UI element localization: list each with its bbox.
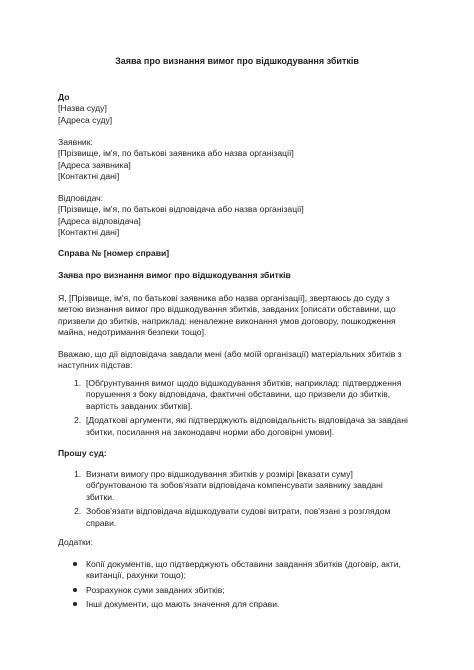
respondent-heading: Відповідач: — [58, 193, 104, 203]
request-item — [58, 506, 418, 529]
request-item-number: 2. — [74, 506, 82, 517]
document-title: Заява про визнання вимог про відшкодування збитків — [115, 56, 359, 66]
request-item-line: справи. — [86, 517, 117, 528]
recipient-heading: До — [58, 92, 70, 102]
bullet-icon — [73, 588, 77, 592]
request-item-line: обґрунтованою та зобов'язати відповідача компенсувати заявнику завдані — [86, 480, 383, 491]
grounds-intro-line: наступних підстав: — [58, 360, 133, 371]
applicant-heading: Заявник: — [58, 137, 93, 147]
grounds-list — [58, 378, 418, 441]
request-item-line: Визнати вимогу про відшкодування збитків у розмірі [вказати суму] — [86, 469, 353, 479]
bullet-icon — [73, 602, 77, 606]
grounds-item-line: [Обґрунтування вимог щодо відшкодування збитків, наприклад: підтвердження — [86, 378, 402, 388]
attachment-item — [58, 559, 418, 582]
respondent-address: [Адреса відповідача] — [58, 215, 141, 226]
request-item-line: збитки. — [86, 491, 115, 502]
grounds-item — [58, 378, 418, 412]
attachments-heading: Додатки: — [58, 537, 93, 547]
grounds-item-line: збитки, посилання на законодавчі норми або договірні умови]. — [86, 426, 335, 437]
grounds-item-line: вартість завданих збитків]. — [86, 400, 193, 411]
intro-paragraph — [58, 293, 416, 339]
attachment-item-line: Копії документів, що підтверджують обставини завдання збитків (договір, акти, — [86, 559, 401, 569]
requests-list — [58, 469, 418, 532]
request-heading: Прошу суд: — [58, 448, 107, 458]
grounds-item-number: 2. — [74, 415, 82, 426]
attachment-item-line: Інші документи, що мають значення для справи. — [86, 599, 280, 610]
bullet-icon — [73, 562, 77, 566]
court-address: [Адреса суду] — [58, 114, 113, 125]
applicant-contacts: [Контактні дані] — [58, 171, 120, 182]
intro-line: призвели до збитків, наприклад: неналежне виконання умов договору, пошкодження — [58, 315, 396, 326]
request-item — [58, 469, 418, 503]
intro-line: Я, [Прізвище, ім'я, по батькові заявника або назва організації], звертаюсь до суду з — [58, 293, 390, 303]
document-subtitle: Заява про визнання вимог про відшкодування збитків — [58, 270, 291, 280]
grounds-item-line: [Додаткові аргументи, які підтверджують відповідальність відповідача за завдані — [86, 415, 408, 426]
applicant-name: [Прізвище, ім'я, по батькові заявника або назва організації] — [58, 148, 294, 159]
respondent-name: [Прізвище, ім'я, по батькові відповідача або назва організації] — [58, 204, 304, 215]
recipient-block — [58, 92, 418, 126]
request-item-line: Зобов'язати відповідача відшкодувати судові витрати, пов'язані з розглядом — [86, 506, 391, 517]
intro-line: метою визнання вимог про відшкодування збитків, завданих [описати обставини, що — [58, 304, 396, 315]
attachment-item — [58, 585, 418, 596]
attachment-item — [58, 599, 418, 610]
request-item-number: 1. — [74, 469, 82, 479]
court-name: [Назва суду] — [58, 103, 107, 114]
applicant-block — [58, 137, 418, 183]
respondent-block — [58, 193, 418, 239]
attachment-item-line: квитанції, рахунки тощо); — [86, 570, 186, 581]
grounds-intro-paragraph — [58, 349, 416, 372]
intro-line: майна, недотримання безпеки тощо]. — [58, 327, 207, 338]
attachment-item-line: Розрахунок суми завданих збитків; — [86, 584, 225, 595]
applicant-address: [Адреса заявника] — [58, 159, 131, 170]
attachments-list — [58, 559, 418, 614]
grounds-item-number: 1. — [74, 378, 82, 388]
grounds-item-line: порушення з боку відповідача, фактичні обставини, що призвели до збитків, — [86, 389, 391, 400]
case-number: Справа № [номер справи] — [58, 248, 170, 258]
grounds-item — [58, 415, 418, 438]
grounds-intro-line: Вважаю, що дії відповідача завдали мені (або моїй організації) матеріальних збитків з — [58, 349, 402, 359]
respondent-contacts: [Контактні дані] — [58, 227, 120, 238]
